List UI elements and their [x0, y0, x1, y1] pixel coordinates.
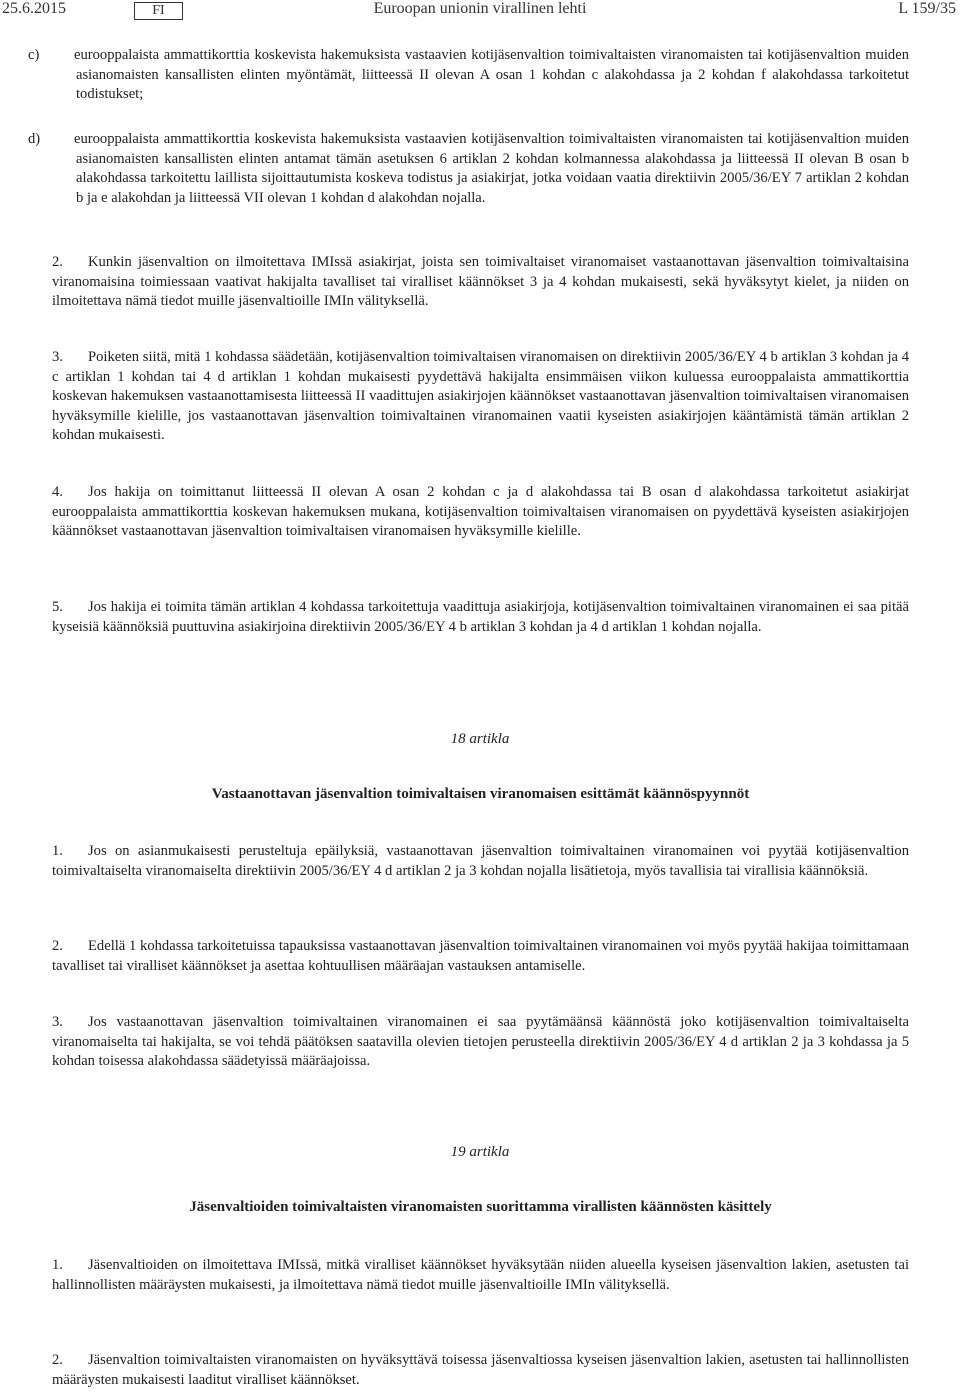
- article-18-paragraph-1: [52, 842, 909, 881]
- publication-date: 25.6.2015: [2, 0, 66, 17]
- article-19-paragraph-1-text: Jäsenvaltioiden on ilmoitettava IMIssä, mitkä viralliset käännökset hyväksytään niiden alueella kyseisen jäsenvaltion lakien, asetusten tai hallinnollisten määräysten mukaisesti, ja ilmoitettava nämä tiedot muille jäsenvaltioille IMIn välityksellä.: [52, 1257, 909, 1293]
- paragraph-2: [52, 253, 909, 312]
- article-19-paragraph-1-number: 1.: [52, 1257, 63, 1273]
- article-19-paragraph-1: [52, 1256, 909, 1295]
- item-c: [28, 46, 909, 105]
- article-19-paragraph-2-number: 2.: [52, 1352, 63, 1368]
- page-header: [0, 0, 960, 22]
- paragraph-3-number: 3.: [52, 349, 63, 365]
- article-18-paragraph-3: [52, 1013, 909, 1072]
- article-18-paragraph-1-number: 1.: [52, 843, 63, 859]
- paragraph-4-number: 4.: [52, 484, 63, 500]
- paragraph-4-text: Jos hakija on toimittanut liitteessä II olevan A osan 2 kohdan c ja d alakohdassa tai B osan d alakohdassa tarkoitetut asiakirjat eurooppalaista ammattikorttia koskevan hakemuksen mukana, kotijäsenvaltion toimivaltaisen viranomaisen on pyydettävä kyseisten asiakirjojen käännökset vastaanottavan jäsenvaltion toimivaltaisen viranomaisen hyväksymille kielille.: [52, 484, 909, 539]
- article-18-number: 18 artikla: [450, 731, 510, 747]
- item-d-label: d): [28, 131, 41, 147]
- paragraph-5-number: 5.: [52, 599, 63, 615]
- article-19-number: 19 artikla: [450, 1144, 510, 1160]
- paragraph-2-text: Kunkin jäsenvaltion on ilmoitettava IMIssä asiakirjat, joista sen toimivaltaiset viranomaiset vastaanottavan jäsenvaltion toimivaltaisina viranomaisina toimiessaan vaativat hakijalta tavalliset tai viralliset käännökset 3 ja 4 kohdan mukaisesti, sekä hyväksytyt kielet, ja niiden on ilmoitettava nämä tiedot muille jäsenvaltioille IMIn välityksellä.: [52, 254, 909, 309]
- article-18-paragraph-3-number: 3.: [52, 1014, 63, 1030]
- article-19-paragraph-2: [52, 1351, 909, 1390]
- article-19-paragraph-2-text: Jäsenvaltion toimivaltaisten viranomaisten on hyväksyttävä toisessa jäsenvaltiossa kyseisen jäsenvaltion lakien, asetusten tai hallinnollisten määräysten mukaisesti laaditut viralliset käännökset.: [52, 1352, 909, 1388]
- article-18-title: Vastaanottavan jäsenvaltion toimivaltaisen viranomaisen esittämät käännöspyynnöt: [211, 786, 750, 802]
- article-18-paragraph-3-text: Jos vastaanottavan jäsenvaltion toimivaltainen viranomainen ei saa pyytämäänsä käännöstä joko kotijäsenvaltion toimivaltaiselta viranomaiselta tai hakijalta, se voi tehdä päätöksen saatavilla olevien tietojen perusteella direktiivin 2005/36/EY 4 d artiklan 2 ja 3 kohdassa ja 5 kohdan toisessa alakohdassa säädetyissä määräajoissa.: [52, 1014, 909, 1069]
- page-number: L 159/35: [898, 0, 956, 17]
- paragraph-4: [52, 483, 909, 542]
- paragraph-3: [52, 348, 909, 446]
- item-c-label: c): [28, 47, 40, 63]
- journal-title: Euroopan unionin virallinen lehti: [373, 0, 587, 17]
- item-c-text: eurooppalaista ammattikorttia koskevista hakemuksista vastaavien kotijäsenvaltion toimivaltaisten viranomaisten tai kotijäsenvaltion muiden asianomaisten kansallisten elinten myöntämät, liitteessä II olevan A osan 1 kohdan c alakohdassa ja 2 kohdan f alakohdassa tarkoitetut todistukset;: [74, 47, 909, 102]
- paragraph-3-text: Poiketen siitä, mitä 1 kohdassa säädetään, kotijäsenvaltion toimivaltaisen viranomaisen on direktiivin 2005/36/EY 4 b artiklan 3 kohdan ja 4 c artiklan 1 kohdan tai 4 d artiklan 1 kohdan mukaisesti pyydettävä hakijalta ensimmäisen viikon kuluessa eurooppalaista ammattikorttia koskevan hakemuksen vastaanottamisesta liitteessä II vaadittujen asiakirjojen käännökset vastaanottavan jäsenvaltion toimivaltaisen viranomaisen hyväksymille kielille, jos vastaanottavan jäsenvaltion toimivaltainen viranomainen vaatii kyseisten asiakirjojen kääntämistä tämän artiklan 2 kohdan mukaisesti.: [52, 349, 909, 443]
- language-badge: FI: [134, 2, 183, 20]
- paragraph-5-text: Jos hakija ei toimita tämän artiklan 4 kohdassa tarkoitettuja vaadittuja asiakirjoja, kotijäsenvaltion toimivaltainen viranomainen ei saa pitää kyseisiä käännöksiä puuttuvina asiakirjoina direktiivin 2005/36/EY 4 b artiklan 3 kohdan ja 4 d artiklan 1 kohdan nojalla.: [52, 599, 909, 635]
- item-d-text: eurooppalaista ammattikorttia koskevista hakemuksista vastaavien kotijäsenvaltion toimivaltaisten viranomaisten tai kotijäsenvaltion muiden asianomaisten kansallisten elinten antamat tämän asetuksen 6 artiklan 2 kohdan kolmannessa alakohdassa ja liitteessä II olevan B osan b alakohdassa tarkoitettu laillista sijoittautumista koskeva todistus ja asiakirjat, jotka voidaan vaatia direktiivin 2005/36/EY 7 artiklan 2 kohdan b ja e alakohdan ja liitteessä VII olevan 1 kohdan d alakohdan nojalla.: [74, 131, 909, 206]
- item-d: [28, 130, 909, 208]
- article-18-paragraph-2: [52, 937, 909, 976]
- article-18-paragraph-2-text: Edellä 1 kohdassa tarkoitetuissa tapauksissa vastaanottavan jäsenvaltion toimivaltainen viranomainen voi myös pyytää hakijaa toimittamaan tavalliset tai viralliset käännökset ja asettaa kohtuullisen määräajan vastauksen antamiselle.: [52, 938, 909, 974]
- paragraph-5: [52, 598, 909, 637]
- article-18-paragraph-1-text: Jos on asianmukaisesti perusteltuja epäilyksiä, vastaanottavan jäsenvaltion toimivaltainen viranomainen voi pyytää kotijäsenvaltion toimivaltaiselta viranomaiselta direktiivin 2005/36/EY 4 d artiklan 2 ja 3 kohdan nojalla lisätietoja, myös tavallisia tai virallisia käännöksiä.: [52, 843, 909, 879]
- article-19-title: Jäsenvaltioiden toimivaltaisten viranomaisten suorittamma virallisten käännösten käsittely: [189, 1199, 772, 1215]
- article-18-paragraph-2-number: 2.: [52, 938, 63, 954]
- paragraph-2-number: 2.: [52, 254, 63, 270]
